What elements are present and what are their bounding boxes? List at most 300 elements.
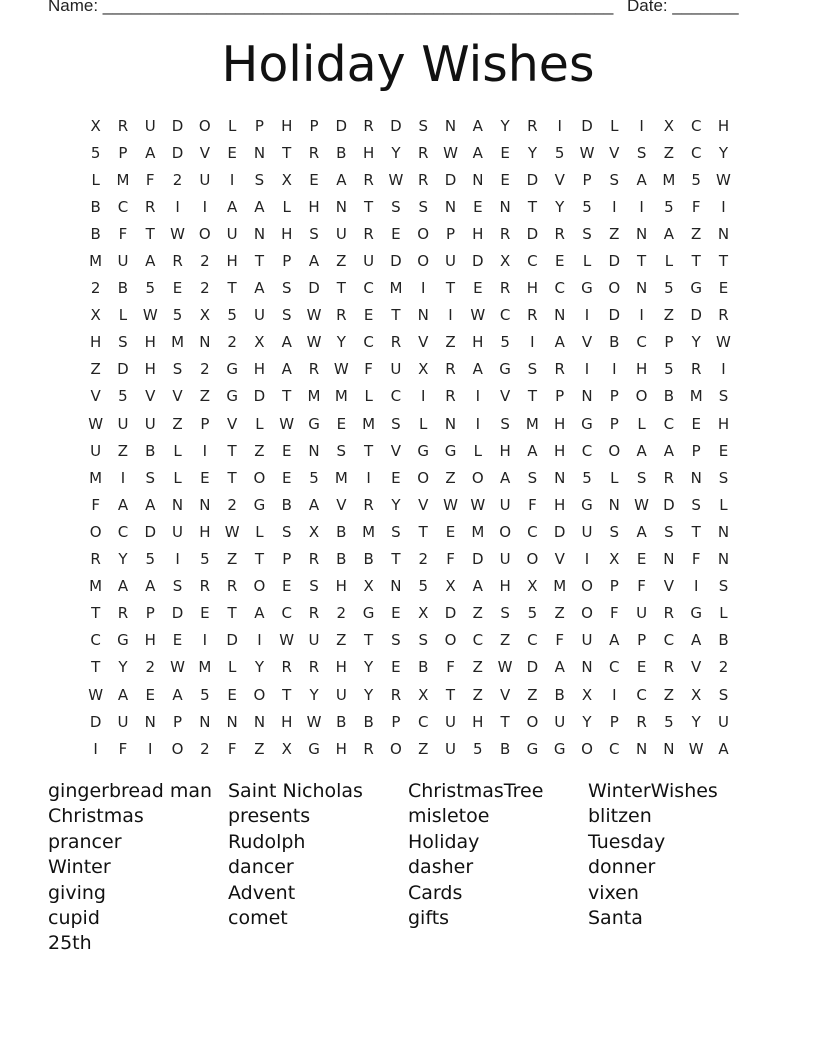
grid-cell: S [281, 279, 292, 298]
grid-cell: E [227, 143, 237, 162]
grid-cell: L [227, 658, 237, 677]
grid-cell: T [227, 279, 237, 298]
grid-cell: O [581, 604, 593, 623]
grid-cell: A [117, 495, 129, 514]
grid-cell: A [281, 333, 292, 352]
grid-cell: M [525, 414, 539, 433]
grid-cell: V [554, 170, 565, 189]
grid-cell: M [89, 468, 103, 487]
grid-cell: W [688, 739, 704, 758]
grid-cell: I [420, 279, 426, 298]
grid-cell: P [609, 387, 619, 406]
grid-cell: H [90, 333, 102, 352]
grid-cell: I [475, 414, 481, 433]
grid-cell: Y [336, 333, 346, 352]
grid-cell: N [608, 495, 620, 514]
grid-cell: N [253, 143, 266, 162]
grid-cell: W [279, 414, 295, 433]
grid-cell: O [581, 577, 593, 596]
grid-cell: X [609, 550, 620, 569]
grid-cell: I [202, 197, 208, 216]
grid-cell: A [145, 143, 156, 162]
grid-cell: O [471, 468, 484, 487]
grid-cell: W [333, 360, 349, 379]
grid-cell: V [581, 333, 593, 352]
grid-cell: 2 [227, 495, 237, 514]
grid-cell: I [175, 197, 180, 216]
grid-cell: E [554, 252, 565, 271]
grid-cell: D [117, 360, 129, 379]
grid-cell: V [499, 685, 511, 704]
grid-cell: H [281, 712, 293, 731]
grid-cell: D [335, 116, 348, 135]
grid-cell: N [717, 550, 730, 569]
grid-cell: L [282, 197, 291, 216]
grid-cell: T [145, 224, 155, 243]
grid-cell: T [527, 197, 537, 216]
grid-cell: Z [609, 224, 620, 243]
grid-cell: H [472, 333, 484, 352]
grid-cell: F [446, 658, 455, 677]
grid-cell: Y [718, 143, 729, 162]
grid-cell: U [226, 224, 238, 243]
grid-cell: H [199, 522, 211, 541]
grid-cell: G [226, 387, 238, 406]
grid-cell: H [472, 224, 484, 243]
grid-cell: V [554, 550, 565, 569]
grid-cell: R [527, 306, 538, 325]
grid-cell: U [636, 604, 648, 623]
grid-cell: A [718, 739, 729, 758]
grid-cell: C [527, 631, 538, 650]
grid-cell: R [390, 685, 402, 704]
grid-cell: D [526, 658, 539, 677]
grid-cell: B [336, 712, 347, 731]
grid-cell: Z [499, 631, 511, 650]
grid-cell: R [308, 604, 320, 623]
word-list-item: Cards [408, 881, 463, 904]
grid-cell: R [663, 468, 675, 487]
grid-cell: V [172, 387, 183, 406]
grid-cell: I [639, 116, 644, 135]
grid-cell: W [170, 658, 185, 677]
grid-cell: G [417, 441, 430, 460]
grid-cell: C [363, 333, 374, 352]
grid-cell: R [308, 143, 320, 162]
grid-cell: 2 [336, 604, 347, 623]
grid-cell: H [499, 577, 511, 596]
grid-cell: N [581, 658, 593, 677]
grid-cell: C [609, 739, 620, 758]
grid-cell: P [118, 143, 128, 162]
grid-cell: D [444, 170, 457, 189]
grid-cell: O [89, 522, 102, 541]
grid-cell: X [363, 577, 374, 596]
grid-cell: 2 [418, 550, 428, 569]
grid-cell: Z [663, 685, 675, 704]
grid-cell: 5 [309, 468, 319, 487]
grid-cell: Z [445, 468, 456, 487]
grid-cell: 5 [527, 604, 538, 623]
grid-cell: C [636, 333, 647, 352]
grid-cell: C [417, 712, 429, 731]
grid-cell: X [281, 739, 292, 758]
grid-cell: G [499, 360, 511, 379]
grid-cell: A [472, 143, 483, 162]
grid-cell: Y [118, 658, 128, 677]
grid-cell: E [172, 279, 183, 298]
word-list-item: blitzen [588, 805, 652, 828]
grid-cell: M [662, 170, 676, 189]
grid-cell: R [308, 658, 320, 677]
grid-cell: A [145, 577, 156, 596]
grid-cell: T [91, 658, 101, 677]
grid-cell: R [308, 550, 320, 569]
grid-cell: S [281, 306, 292, 325]
grid-cell: L [255, 522, 264, 541]
grid-cell: O [417, 468, 430, 487]
grid-cell: S [309, 224, 319, 243]
grid-cell: E [391, 658, 401, 677]
grid-cell: M [334, 468, 348, 487]
word-list-item: Rudolph [228, 830, 306, 853]
grid-cell: Z [472, 658, 483, 677]
grid-cell: T [227, 468, 237, 487]
grid-cell: P [555, 387, 565, 406]
grid-cell: X [663, 116, 675, 135]
grid-cell: S [500, 414, 510, 433]
grid-cell: M [89, 577, 103, 596]
grid-cell: R [281, 658, 292, 677]
grid-cell: V [609, 143, 620, 162]
grid-cell: A [254, 604, 265, 623]
word-list-item: cupid [48, 906, 100, 929]
grid-cell: 5 [145, 279, 156, 298]
grid-cell: H [554, 495, 566, 514]
grid-cell: L [610, 468, 619, 487]
grid-cell: X [499, 252, 511, 271]
grid-cell: E [200, 604, 210, 623]
grid-cell: R [554, 224, 565, 243]
grid-cell: D [526, 170, 539, 189]
grid-cell: O [526, 550, 539, 569]
grid-cell: 2 [172, 170, 183, 189]
grid-cell: A [636, 522, 647, 541]
grid-cell: 2 [200, 739, 210, 758]
grid-cell: E [336, 414, 347, 433]
grid-cell: F [609, 604, 619, 623]
grid-cell: S [582, 224, 592, 243]
grid-cell: E [281, 577, 292, 596]
grid-cell: B [418, 658, 429, 677]
grid-cell: Z [418, 739, 429, 758]
grid-cell: P [445, 224, 456, 243]
grid-cell: W [306, 333, 322, 352]
word-list-item: WinterWishes [588, 780, 718, 802]
grid-cell: D [663, 495, 675, 514]
grid-cell: R [663, 604, 675, 623]
grid-cell: S [391, 197, 401, 216]
grid-cell: Z [472, 685, 483, 704]
grid-cell: S [254, 170, 265, 189]
grid-cell: P [145, 604, 155, 623]
grid-cell: X [90, 306, 101, 325]
grid-cell: E [500, 143, 510, 162]
grid-cell: B [718, 631, 729, 650]
grid-cell: Z [336, 252, 347, 271]
grid-cell: 5 [664, 712, 674, 731]
grid-cell: F [691, 550, 701, 569]
grid-cell: D [472, 550, 484, 569]
grid-cell: O [417, 252, 430, 271]
grid-cell: R [417, 170, 429, 189]
grid-cell: I [612, 360, 617, 379]
grid-cell: W [716, 170, 731, 189]
grid-cell: S [609, 170, 620, 189]
grid-cell: A [554, 658, 565, 677]
grid-cell: H [144, 631, 156, 650]
grid-cell: F [528, 495, 537, 514]
grid-cell: P [609, 577, 619, 596]
grid-cell: 5 [664, 279, 674, 298]
grid-cell: S [309, 577, 319, 596]
grid-cell: I [148, 739, 153, 758]
grid-cell: E [172, 631, 183, 650]
grid-cell: V [418, 495, 429, 514]
grid-cell: I [229, 170, 235, 189]
grid-cell: A [472, 360, 483, 379]
grid-cell: T [391, 306, 401, 325]
grid-cell: I [639, 306, 644, 325]
grid-cell: 5 [227, 306, 237, 325]
grid-cell: T [254, 550, 265, 569]
grid-cell: I [584, 360, 590, 379]
grid-cell: 2 [145, 658, 156, 677]
grid-cell: N [690, 468, 702, 487]
grid-cell: 5 [172, 306, 183, 325]
grid-cell: W [88, 414, 104, 433]
grid-cell: N [335, 197, 347, 216]
grid-cell: U [445, 252, 456, 271]
grid-cell: A [663, 441, 675, 460]
grid-cell: M [307, 387, 321, 406]
grid-cell: D [226, 631, 238, 650]
grid-cell: Z [554, 604, 565, 623]
grid-cell: U [499, 550, 511, 569]
grid-cell: C [281, 604, 292, 623]
grid-cell: T [364, 197, 374, 216]
grid-cell: H [635, 360, 648, 379]
grid-cell: B [281, 495, 292, 514]
grid-cell: V [663, 577, 675, 596]
grid-cell: S [636, 143, 647, 162]
grid-cell: C [363, 279, 374, 298]
grid-cell: D [608, 306, 621, 325]
grid-cell: G [362, 604, 375, 623]
grid-cell: H [281, 116, 293, 135]
grid-cell: M [471, 522, 485, 541]
grid-cell: S [527, 360, 538, 379]
grid-cell: U [445, 739, 456, 758]
grid-cell: O [198, 116, 211, 135]
grid-cell: R [690, 360, 702, 379]
grid-cell: C [390, 387, 402, 406]
grid-cell: Y [691, 333, 701, 352]
grid-cell: D [581, 116, 593, 135]
date-field[interactable]: Date: _______ [627, 0, 739, 15]
grid-cell: I [475, 387, 481, 406]
grid-cell: F [364, 360, 373, 379]
grid-cell: D [253, 387, 266, 406]
grid-cell: W [388, 170, 404, 189]
grid-cell: H [144, 360, 156, 379]
grid-cell: V [90, 387, 101, 406]
grid-cell: X [90, 116, 101, 135]
grid-cell: U [335, 685, 347, 704]
grid-cell: X [581, 685, 593, 704]
grid-cell: I [202, 631, 208, 650]
grid-cell: A [472, 577, 483, 596]
grid-cell: A [281, 360, 292, 379]
grid-cell: R [199, 577, 211, 596]
grid-cell: I [584, 550, 590, 569]
grid-cell: P [609, 414, 619, 433]
grid-cell: H [554, 441, 566, 460]
grid-cell: N [253, 224, 266, 243]
grid-cell: I [257, 631, 262, 650]
grid-cell: B [336, 550, 347, 569]
grid-cell: L [637, 414, 646, 433]
grid-cell: D [89, 712, 102, 731]
grid-cell: W [88, 685, 104, 704]
grid-cell: R [336, 306, 347, 325]
grid-cell: P [309, 116, 319, 135]
grid-cell: H [308, 197, 320, 216]
grid-cell: U [499, 495, 511, 514]
grid-cell: U [117, 712, 129, 731]
grid-cell: C [690, 116, 702, 135]
grid-cell: H [281, 224, 293, 243]
grid-cell: S [418, 197, 428, 216]
grid-cell: R [145, 197, 156, 216]
grid-cell: R [718, 306, 729, 325]
grid-cell: P [582, 170, 592, 189]
grid-cell: V [418, 333, 429, 352]
grid-cell: 2 [200, 252, 210, 271]
grid-cell: D [390, 116, 402, 135]
grid-cell: M [362, 522, 376, 541]
grid-cell: Z [336, 631, 347, 650]
word-list-item: Tuesday [588, 830, 666, 853]
word-list-item: prancer [48, 830, 122, 853]
grid-cell: T [445, 685, 456, 704]
grid-cell: U [554, 712, 566, 731]
grid-cell: O [635, 387, 648, 406]
grid-cell: U [90, 441, 102, 460]
grid-cell: 5 [418, 577, 428, 596]
grid-cell: S [391, 631, 401, 650]
grid-cell: A [691, 631, 702, 650]
grid-cell: S [172, 577, 183, 596]
grid-cell: I [175, 550, 180, 569]
grid-cell: C [663, 414, 675, 433]
name-field[interactable]: Name: ______________________________________________________ [48, 0, 614, 15]
grid-cell: M [553, 577, 567, 596]
grid-cell: L [91, 170, 100, 189]
grid-cell: H [144, 333, 156, 352]
grid-cell: H [526, 279, 539, 298]
grid-cell: 5 [691, 170, 701, 189]
grid-cell: L [473, 441, 482, 460]
grid-cell: P [173, 712, 183, 731]
grid-cell: Z [172, 414, 183, 433]
grid-cell: A [609, 631, 620, 650]
grid-cell: P [282, 252, 292, 271]
grid-cell: P [391, 712, 401, 731]
grid-cell: I [639, 197, 644, 216]
grid-cell: D [553, 522, 566, 541]
grid-cell: 5 [582, 468, 592, 487]
grid-cell: C [472, 631, 484, 650]
grid-cell: 5 [554, 143, 565, 162]
grid-cell: G [308, 414, 320, 433]
grid-cell: N [390, 577, 402, 596]
grid-cell: I [612, 685, 617, 704]
grid-cell: Z [199, 387, 210, 406]
grid-cell: N [417, 306, 429, 325]
grid-cell: H [717, 116, 730, 135]
grid-cell: T [282, 143, 292, 162]
grid-cell: Y [364, 685, 374, 704]
grid-cell: M [334, 387, 348, 406]
grid-cell: X [418, 604, 429, 623]
grid-cell: N [635, 279, 648, 298]
grid-cell: 5 [145, 550, 156, 569]
grid-cell: N [226, 712, 238, 731]
grid-cell: R [363, 224, 374, 243]
grid-cell: S [691, 495, 701, 514]
grid-cell: I [693, 577, 699, 596]
grid-cell: X [254, 333, 265, 352]
grid-cell: T [227, 441, 237, 460]
grid-cell: N [444, 116, 457, 135]
grid-cell: R [363, 495, 374, 514]
grid-cell: Y [391, 495, 401, 514]
grid-cell: R [527, 116, 538, 135]
grid-cell: A [308, 252, 320, 271]
grid-cell: 5 [582, 197, 592, 216]
grid-cell: G [690, 279, 702, 298]
grid-cell: N [199, 495, 211, 514]
grid-cell: U [253, 306, 265, 325]
grid-cell: B [90, 197, 101, 216]
grid-cell: N [444, 414, 457, 433]
grid-cell: N [199, 333, 211, 352]
grid-cell: W [497, 658, 513, 677]
grid-cell: T [336, 279, 346, 298]
grid-cell: V [390, 441, 402, 460]
grid-cell: B [363, 550, 374, 569]
grid-cell: V [199, 143, 210, 162]
word-list-item: Winter [48, 856, 111, 879]
grid-cell: E [200, 468, 210, 487]
grid-cell: Z [663, 306, 675, 325]
grid-cell: L [227, 116, 237, 135]
grid-cell: D [308, 279, 320, 298]
grid-cell: N [199, 712, 211, 731]
grid-cell: S [145, 468, 155, 487]
grid-cell: F [446, 550, 455, 569]
